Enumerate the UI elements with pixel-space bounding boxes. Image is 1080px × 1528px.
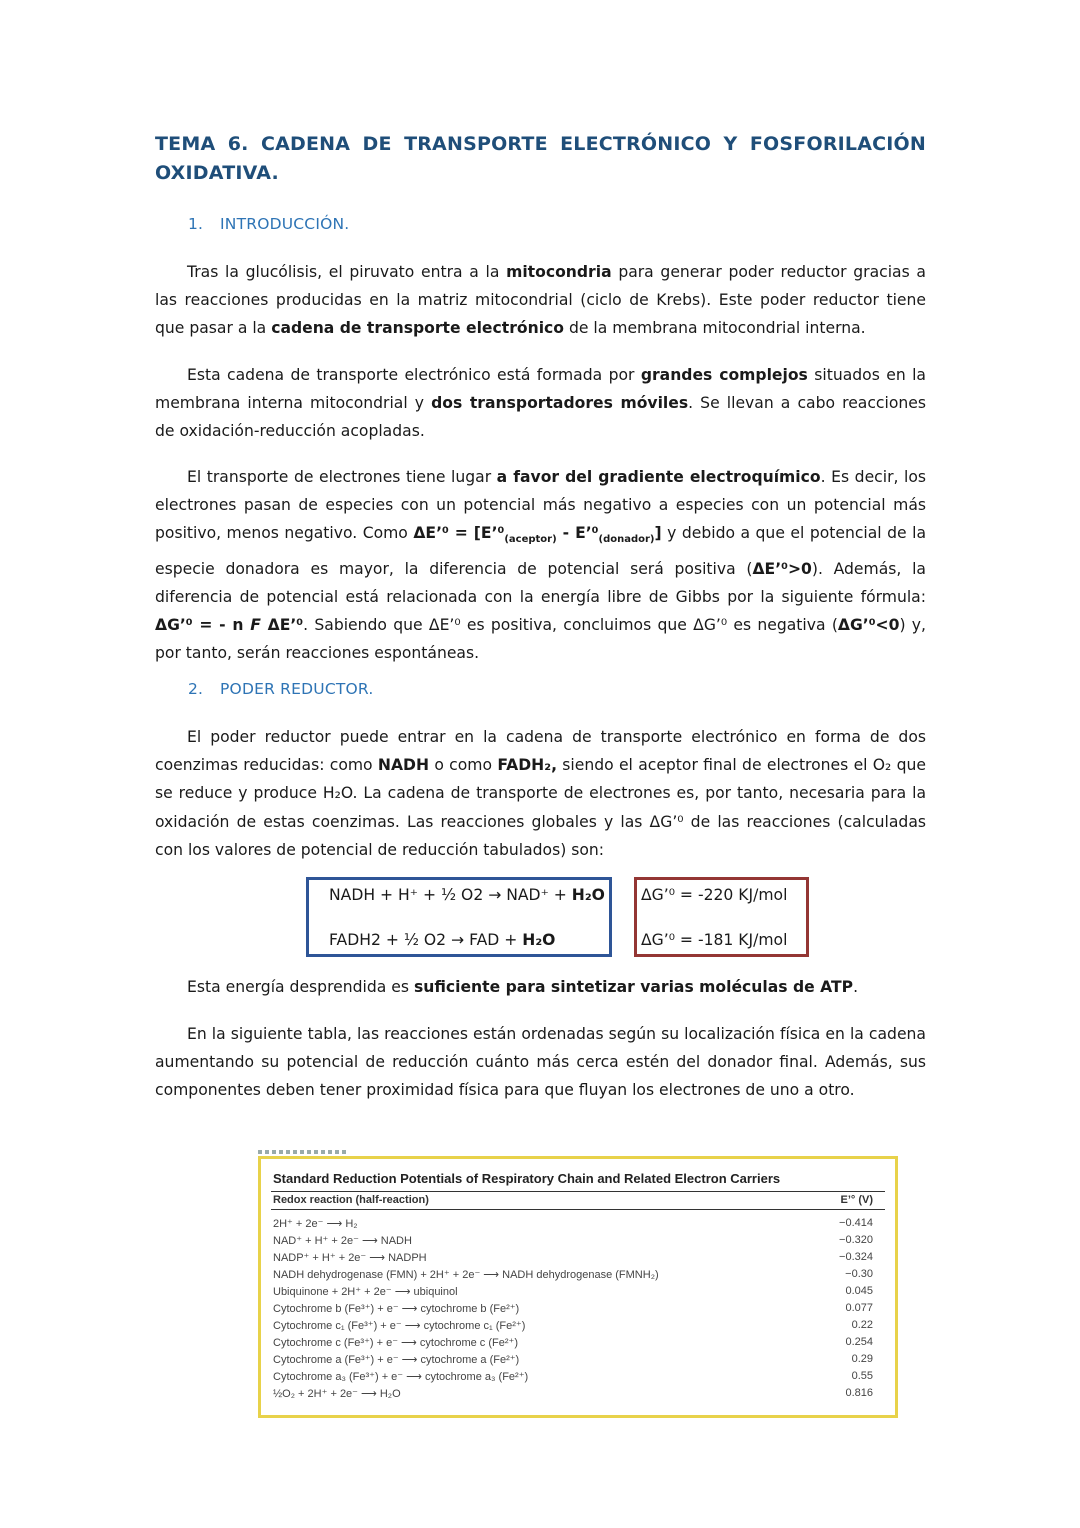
paragraph-poder-reductor: El poder reductor puede entrar en la cadena de transporte electrónico en forma de dos coenzimas reducidas: como NADH o como FADH₂, siendo el aceptor final de electrones el O₂ que se reduce y produce H₂O. La cadena de transporte de electrones es, por tanto, necesaria para la oxidación de estas coenzimas. Las reacciones globales y las ΔG’⁰ de las reacciones (calculadas con los valores de potencial de reducción tabulados) son: xyxy=(155,728,926,859)
figure-header-remnant xyxy=(258,1150,348,1154)
paragraph-tabla: En la siguiente tabla, las reacciones están ordenadas según su localización física en la cadena aumentando su potencial de reducción cuánto más cerca estén del donador final. Además, sus componentes deben tener proximidad física para que fluyan los electrones de uno a otro. xyxy=(155,1025,926,1100)
table-row: Cytochrome c (Fe³⁺) + e⁻ ⟶ cytochrome c (Fe²⁺) 0.254 xyxy=(273,1336,873,1349)
page-title xyxy=(155,130,926,188)
title-line-2: OXIDATIVA. xyxy=(155,162,279,184)
table-row: NADH dehydrogenase (FMN) + 2H⁺ + 2e⁻ ⟶ NADH dehydrogenase (FMNH₂) −0.30 xyxy=(273,1268,873,1281)
table-row: Ubiquinone + 2H⁺ + 2e⁻ ⟶ ubiquinol 0.045 xyxy=(273,1285,873,1298)
table-row: NADP⁺ + H⁺ + 2e⁻ ⟶ NADPH −0.324 xyxy=(273,1251,873,1264)
section-heading-poder-reductor xyxy=(188,680,373,698)
table-row: NAD⁺ + H⁺ + 2e⁻ ⟶ NADH −0.320 xyxy=(273,1234,873,1247)
table-row: Cytochrome c₁ (Fe³⁺) + e⁻ ⟶ cytochrome c₁ (Fe²⁺) 0.22 xyxy=(273,1319,873,1332)
reactions-box xyxy=(306,877,612,957)
paragraph-glucolisis: Tras la glucólisis, el piruvato entra a la mitocondria para generar poder reductor gracias a las reacciones producidas en la matriz mitocondrial (ciclo de Krebs). Este poder reductor tiene que pasar a la cadena de transporte electrónico de la membrana mitocondrial interna. xyxy=(155,263,926,338)
section-heading-introduccion xyxy=(188,215,349,233)
free-energy-box xyxy=(634,877,809,957)
table-header-reaction: Redox reaction (half-reaction) xyxy=(273,1194,429,1206)
table-row: Cytochrome b (Fe³⁺) + e⁻ ⟶ cytochrome b (Fe²⁺) 0.077 xyxy=(273,1302,873,1315)
table-row: Cytochrome a₃ (Fe³⁺) + e⁻ ⟶ cytochrome a₃ (Fe²⁺) 0.55 xyxy=(273,1370,873,1383)
delta-g-fadh2: ΔG’⁰ = -181 KJ/mol xyxy=(641,931,788,949)
paragraph-complejos: Esta cadena de transporte electrónico está formada por grandes complejos situados en la membrana interna mitocondrial y dos transportadores móviles. Se llevan a cabo reacciones de oxidación-reducción acopladas. xyxy=(155,366,926,441)
paragraph-energia: Esta energía desprendida es suficiente para sintetizar varias moléculas de ATP. xyxy=(187,978,859,996)
table-row: ½O₂ + 2H⁺ + 2e⁻ ⟶ H₂O 0.816 xyxy=(273,1387,873,1400)
equation-fadh2: FADH2 + ½ O2 → FAD + H₂O xyxy=(329,931,556,949)
table-row: 2H⁺ + 2e⁻ ⟶ H₂ −0.414 xyxy=(273,1217,873,1230)
delta-g-nadh: ΔG’⁰ = -220 KJ/mol xyxy=(641,886,788,904)
reduction-potentials-table xyxy=(258,1156,898,1418)
title-line-1: TEMA 6. CADENA DE TRANSPORTE ELECTRÓNICO Y FOSFORILACIÓN xyxy=(155,133,926,155)
section-label: INTRODUCCIÓN. xyxy=(220,215,350,233)
section-number: 2. xyxy=(188,680,204,698)
paragraph-gradiente: El transporte de electrones tiene lugar a favor del gradiente electroquímico. Es decir, los electrones pasan de especies con un potencial más negativo a especies con un potencial más positivo, menos negativo. Como ΔE’⁰ = [$E’^0_{(aceptor)}$ - $E’^0_{(donador)}$] y debido a que el potencial de la especie donadora es mayor, la diferencia de potencial será positiva (ΔE’⁰>0). Además, la diferencia de potencial está relacionada con la energía libre de Gibbs por la siguiente fórmula: ΔG’⁰ = - n F ΔE’⁰. Sabiendo que ΔE’⁰ es positiva, concluimos que ΔG’⁰ es negativa (ΔG’⁰<0) y, por tanto, serán reacciones espontáneas. xyxy=(155,468,926,663)
table-header-potential: E’° (V) xyxy=(840,1194,873,1206)
table-title: Standard Reduction Potentials of Respiratory Chain and Related Electron Carriers xyxy=(273,1171,781,1186)
table-row: Cytochrome a (Fe³⁺) + e⁻ ⟶ cytochrome a (Fe²⁺) 0.29 xyxy=(273,1353,873,1366)
section-label: PODER REDUCTOR. xyxy=(220,680,374,698)
equation-nadh: NADH + H⁺ + ½ O2 → NAD⁺ + H₂O xyxy=(329,886,605,904)
section-number: 1. xyxy=(188,215,204,233)
